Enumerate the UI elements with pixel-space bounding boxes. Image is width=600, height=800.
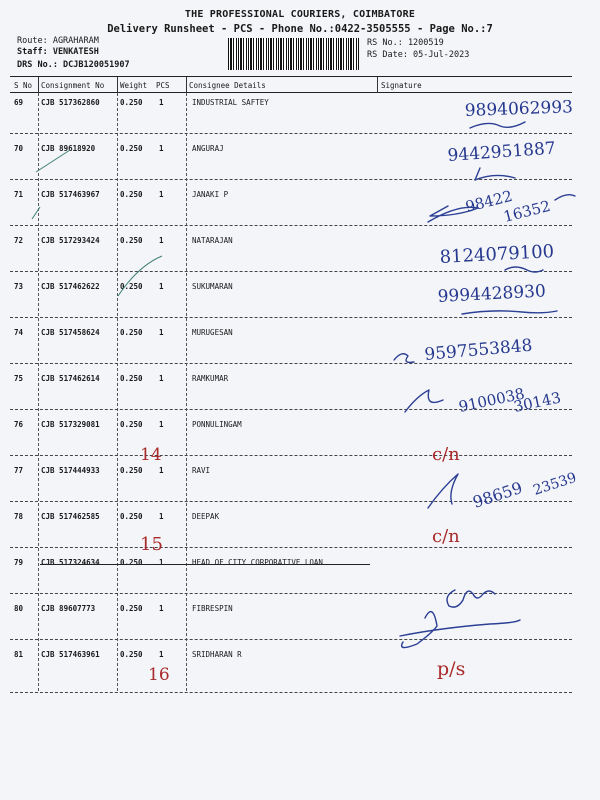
cell-sno: 73 xyxy=(14,282,24,291)
cell-consignment: CJB 89618920 xyxy=(41,144,96,153)
handwritten-phone: 9442951887 xyxy=(446,138,557,166)
cell-consignee: INDUSTRIAL SAFTEY xyxy=(192,98,269,107)
rs-number: RS No.: 1200519 xyxy=(367,38,444,48)
cell-pcs: 1 xyxy=(159,144,164,153)
col-header-consignment: Consignment No xyxy=(41,81,105,90)
pen-mark xyxy=(36,150,70,172)
cell-consignee: NATARAJAN xyxy=(192,236,233,245)
cell-sno: 81 xyxy=(14,650,24,659)
cell-weight: 0.250 xyxy=(120,328,143,337)
cell-pcs: 1 xyxy=(159,374,164,383)
cell-consignee: DEEPAK xyxy=(192,512,220,521)
row-divider xyxy=(10,547,572,548)
cell-weight: 0.250 xyxy=(120,190,143,199)
strikethrough-line xyxy=(40,564,370,565)
cell-pcs: 1 xyxy=(159,236,164,245)
table-bottom-rule xyxy=(10,692,572,693)
row-divider xyxy=(10,317,572,318)
column-divider xyxy=(186,93,187,691)
cell-consignment: CJB 89607773 xyxy=(41,604,96,613)
cell-sno: 76 xyxy=(14,420,24,429)
col-header-sno: S No xyxy=(14,81,33,90)
column-divider xyxy=(377,77,378,93)
cell-consignee: FIBRESPIN xyxy=(192,604,233,613)
row-divider xyxy=(10,271,572,272)
cell-pcs: 1 xyxy=(159,282,164,291)
cell-pcs: 1 xyxy=(159,328,164,337)
column-divider xyxy=(117,93,118,691)
route-label: Route: AGRAHARAM xyxy=(17,36,99,46)
handwritten-phone: 9597553848 xyxy=(423,335,534,365)
cell-sno: 72 xyxy=(14,236,24,245)
handwritten-number: 14 xyxy=(140,445,162,465)
cell-consignee: RAVI xyxy=(192,466,211,475)
cell-sno: 69 xyxy=(14,98,24,107)
handwritten-phone: 9100038 xyxy=(457,384,527,416)
cell-sno: 80 xyxy=(14,604,24,613)
row-divider xyxy=(10,363,572,364)
signature-scribble xyxy=(470,122,525,128)
cell-sno: 70 xyxy=(14,144,24,153)
cell-consignment: CJB 517293424 xyxy=(41,236,100,245)
column-divider xyxy=(186,77,187,93)
cell-pcs: 1 xyxy=(159,650,164,659)
cell-weight: 0.250 xyxy=(120,650,143,659)
cell-sno: 74 xyxy=(14,328,24,337)
cell-weight: 0.250 xyxy=(120,282,143,291)
column-divider xyxy=(117,77,118,93)
cell-consignment: CJB 517362860 xyxy=(41,98,100,107)
barcode xyxy=(228,38,359,70)
handwritten-phone: 30143 xyxy=(512,388,563,416)
handwritten-phone: 98422 xyxy=(463,186,515,216)
cell-consignment: CJB 517458624 xyxy=(41,328,100,337)
cell-consignee: RAMKUMAR xyxy=(192,374,229,383)
cell-consignment: CJB 517329081 xyxy=(41,420,100,429)
cell-consignee: SRIDHARAN R xyxy=(192,650,242,659)
cell-consignee: PONNULINGAM xyxy=(192,420,242,429)
cell-consignment: CJB 517462622 xyxy=(41,282,100,291)
row-divider xyxy=(10,225,572,226)
col-header-weight: Weight xyxy=(120,81,148,90)
cell-weight: 0.250 xyxy=(120,558,143,567)
cell-weight: 0.250 xyxy=(120,512,143,521)
company-title: THE PROFESSIONAL COURIERS, COIMBATORE xyxy=(184,9,416,20)
cell-consignment: CJB 517463967 xyxy=(41,190,100,199)
cell-consignee: MURUGESAN xyxy=(192,328,233,337)
rs-date: RS Date: 05-Jul-2023 xyxy=(367,50,470,60)
handwritten-number: 16 xyxy=(148,665,170,685)
row-divider xyxy=(10,501,572,502)
column-divider xyxy=(38,93,39,691)
signature-scribble xyxy=(555,195,575,200)
cell-pcs: 1 xyxy=(159,466,164,475)
handwritten-phone: 9994428930 xyxy=(437,281,547,307)
staff-label: Staff: VENKATESH xyxy=(17,47,99,57)
cell-weight: 0.250 xyxy=(120,604,143,613)
cell-consignee: JANAKI P xyxy=(192,190,229,199)
col-header-consignee: Consignee Details xyxy=(189,81,266,90)
cell-weight: 0.250 xyxy=(120,144,143,153)
handwritten-phone: 9894062993 xyxy=(464,97,574,121)
cell-sno: 75 xyxy=(14,374,24,383)
cell-weight: 0.250 xyxy=(120,374,143,383)
handwritten-number: 15 xyxy=(140,534,163,555)
drs-number: DRS No.: DCJB120051907 xyxy=(17,60,130,70)
cell-pcs: 1 xyxy=(159,512,164,521)
cell-consignment: CJB 517444933 xyxy=(41,466,100,475)
signature-scribble xyxy=(428,206,478,222)
cell-sno: 79 xyxy=(14,558,24,567)
cell-consignment: CJB 517463961 xyxy=(41,650,100,659)
cell-consignment: CJB 517462614 xyxy=(41,374,100,383)
handwritten-phone: 98659 xyxy=(470,478,525,512)
cell-consignee: SUKUMARAN xyxy=(192,282,233,291)
cell-weight: 0.250 xyxy=(120,236,143,245)
row-divider xyxy=(10,409,572,410)
cell-consignment: CJB 517462585 xyxy=(41,512,100,521)
cell-sno: 77 xyxy=(14,466,24,475)
cell-pcs: 1 xyxy=(159,190,164,199)
table-top-rule xyxy=(10,76,572,77)
cell-pcs: 1 xyxy=(159,558,164,567)
handwritten-note: p/s xyxy=(437,658,466,680)
cell-consignee: ANGURAJ xyxy=(192,144,224,153)
cell-pcs: 1 xyxy=(159,420,164,429)
col-header-signature: Signature xyxy=(381,81,422,90)
handwritten-note: c/n xyxy=(432,444,460,465)
column-divider xyxy=(38,77,39,93)
handwritten-phone: 16352 xyxy=(501,196,553,226)
signature-scribble xyxy=(462,311,557,314)
cell-pcs: 1 xyxy=(159,98,164,107)
handwritten-phone: 23539 xyxy=(531,469,579,499)
row-divider xyxy=(10,133,572,134)
cell-sno: 71 xyxy=(14,190,24,199)
signature-scribble xyxy=(400,612,520,648)
signature-scribble xyxy=(428,474,458,508)
row-divider xyxy=(10,639,572,640)
col-header-pcs: PCS xyxy=(156,81,170,90)
runsheet-title: Delivery Runsheet - PCS - Phone No.:0422-3505555 - Page No.:7 xyxy=(107,23,493,35)
cell-consignment: CJB 517324634 xyxy=(41,558,100,567)
row-divider xyxy=(10,179,572,180)
handwritten-note: c/n xyxy=(432,526,460,547)
handwritten-phone: 8124079100 xyxy=(439,241,555,268)
cell-sno: 78 xyxy=(14,512,24,521)
cell-weight: 0.250 xyxy=(120,420,143,429)
cell-weight: 0.250 xyxy=(120,98,143,107)
signature-scribble xyxy=(394,354,414,363)
cell-weight: 0.250 xyxy=(120,466,143,475)
row-divider xyxy=(10,593,572,594)
row-divider xyxy=(10,455,572,456)
table-header-rule xyxy=(10,92,572,93)
cell-pcs: 1 xyxy=(159,604,164,613)
cell-consignee: HEAD OF CITY CORPORATIVE LOAN xyxy=(192,558,323,567)
